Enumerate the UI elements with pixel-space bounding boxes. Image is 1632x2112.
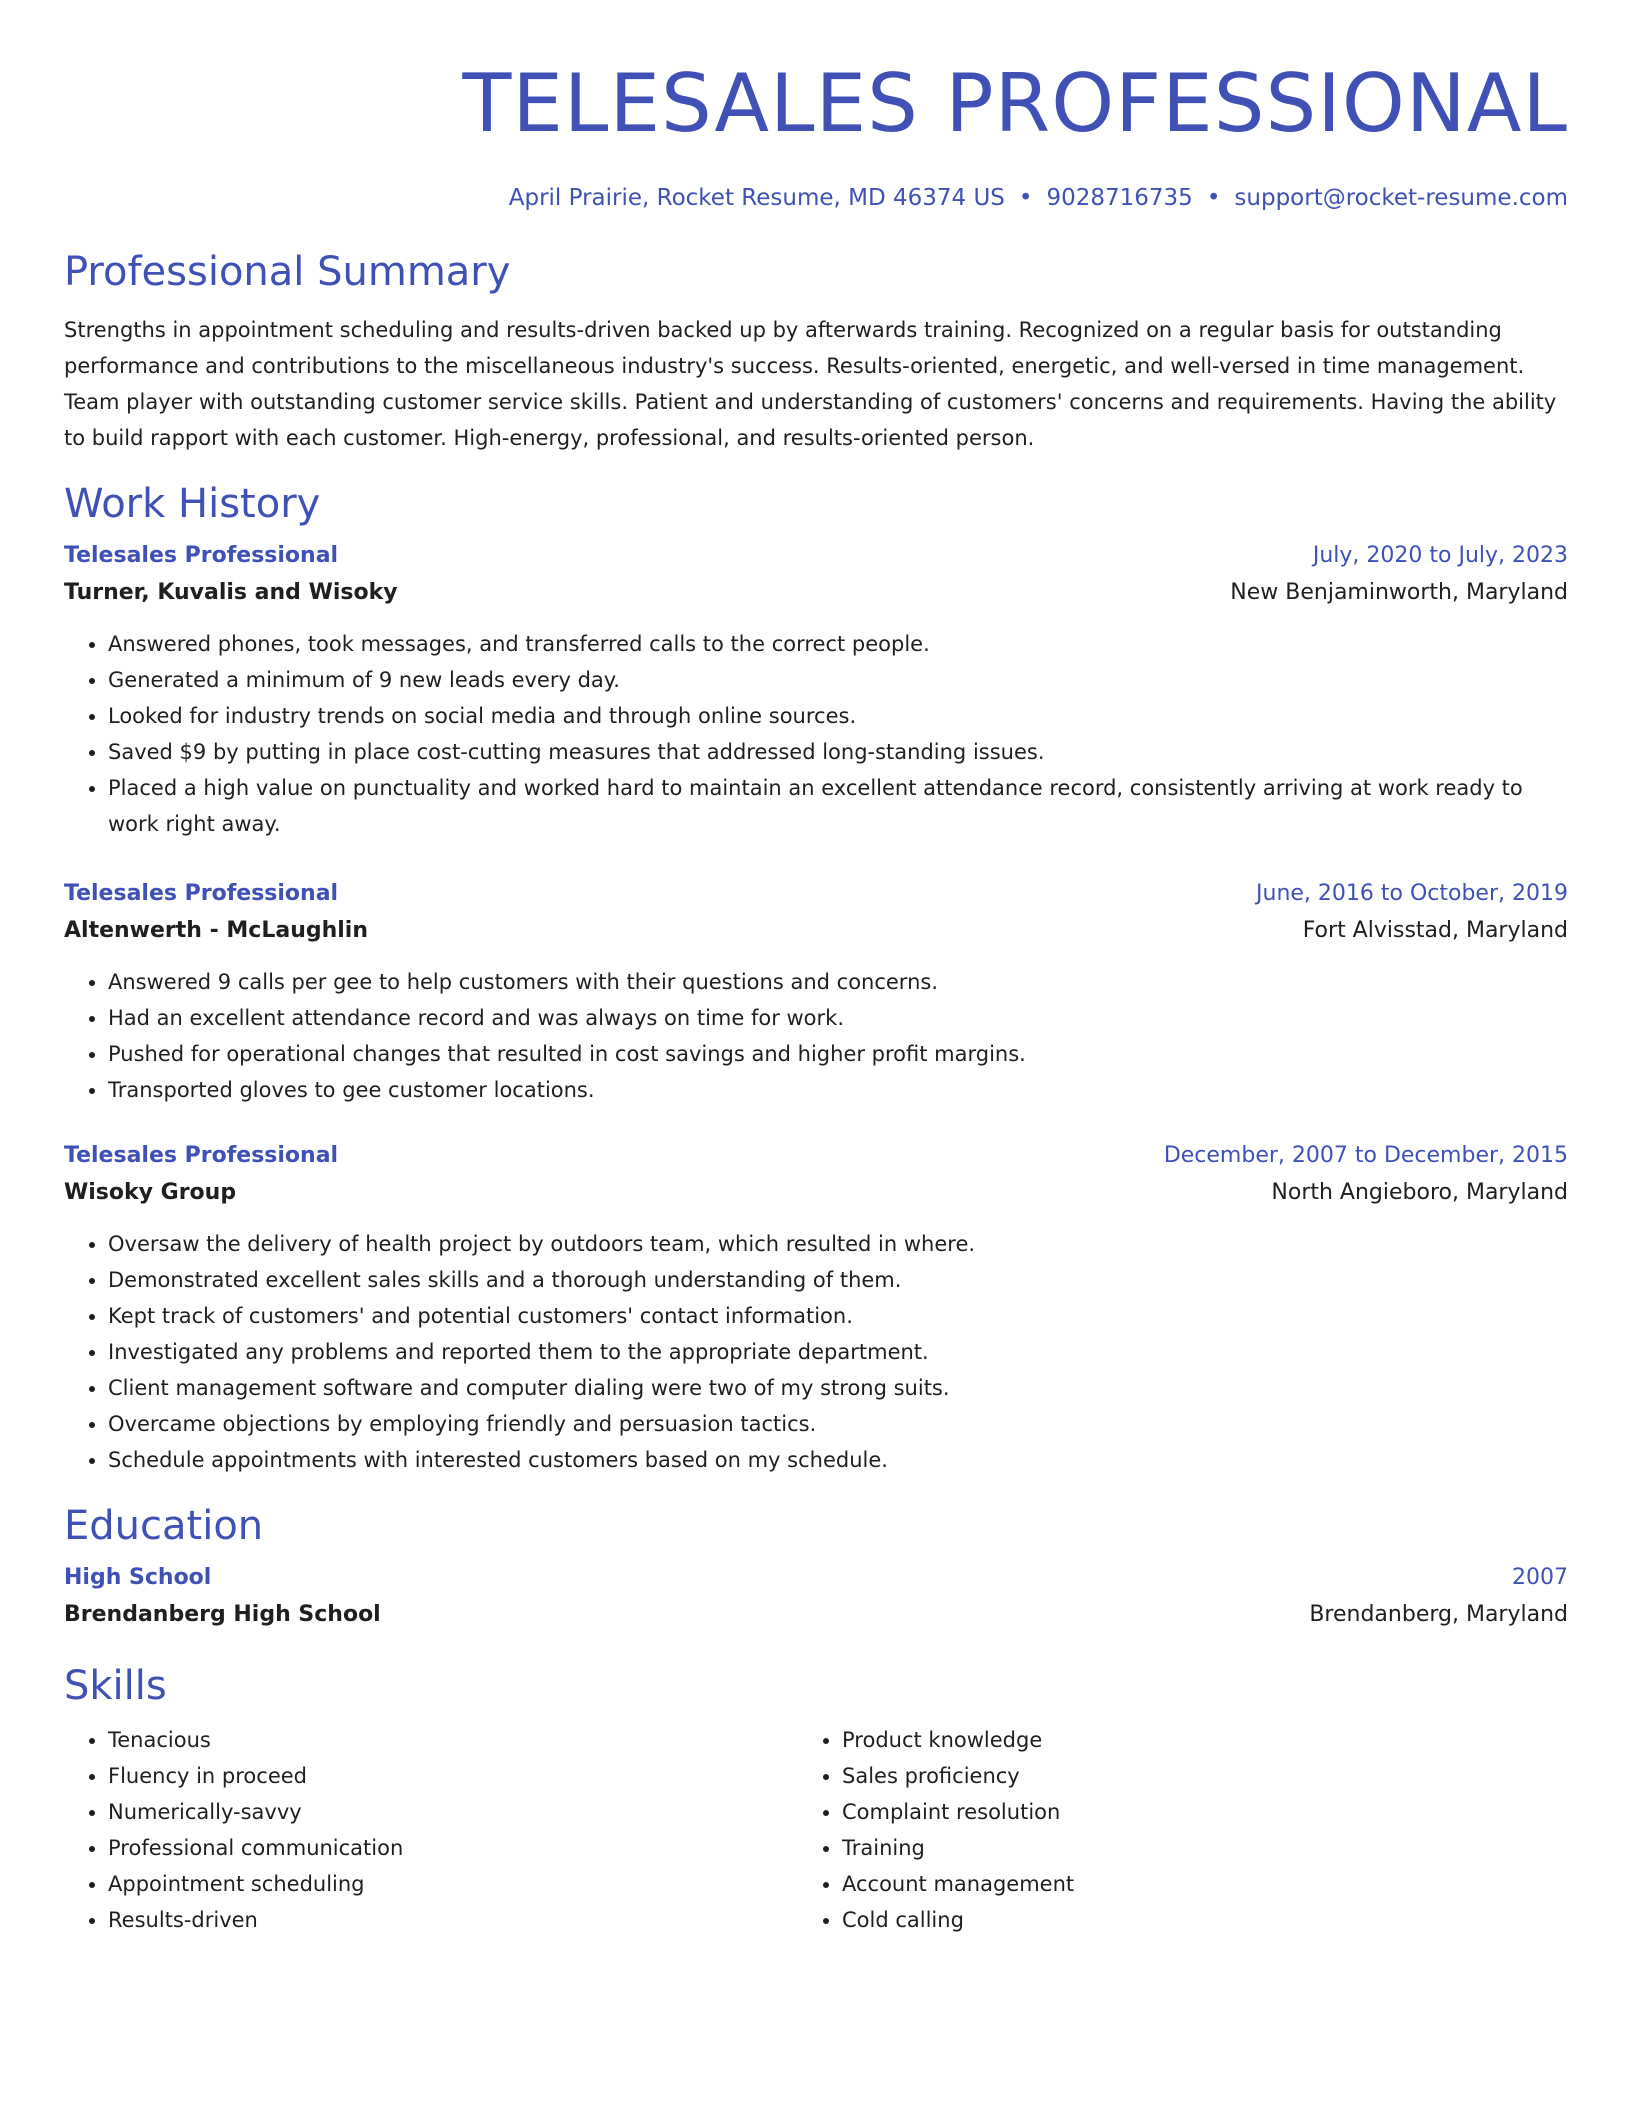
work-history-heading: Work History [64,481,321,527]
job-bullet: • Looked for industry trends on social media and through online sources. [108,698,1568,734]
education-school-row [64,1596,1568,1634]
job-dates: July, 2020 to July, 2023 [1312,543,1568,568]
job-bullet: • Overcame objections by employing friendly and persuasion tactics. [108,1406,1568,1442]
job-title-row [64,1138,1568,1174]
job-company: Wisoky Group [64,1180,237,1205]
education-year: 2007 [1512,1565,1568,1590]
job-title: Telesales Professional [64,881,339,906]
job-bullet: • Kept track of customers' and potential customers' contact information. [108,1298,1568,1334]
education-location: Brendanberg, Maryland [1309,1602,1568,1627]
job-bullet: • Oversaw the delivery of health project by outdoors team, which resulted in where. [108,1226,1568,1262]
job-bullet: • Answered phones, took messages, and transferred calls to the correct people. [108,626,1568,662]
job-bullet-list [64,1226,1568,1478]
skill-item: • Tenacious [108,1722,798,1758]
skill-item: • Cold calling [842,1902,1532,1938]
job-location: North Angieboro, Maryland [1271,1180,1568,1205]
contact-address: April Prairie, Rocket Resume, MD 46374 US [508,185,1005,211]
job-bullet: • Demonstrated excellent sales skills and a thorough understanding of them. [108,1262,1568,1298]
job-company: Turner, Kuvalis and Wisoky [64,580,398,605]
skills-heading: Skills [64,1663,167,1709]
skill-item: • Complaint resolution [842,1794,1532,1830]
skills-columns [64,1722,1568,1938]
job-dates: December, 2007 to December, 2015 [1163,1143,1568,1168]
contact-line [64,182,1568,214]
job-location: Fort Alvisstad, Maryland [1302,918,1568,943]
job-entry [64,1138,1568,1478]
job-bullet: • Pushed for operational changes that resulted in cost savings and higher profit margins. [108,1036,1568,1072]
job-bullet: • Investigated any problems and reported them to the appropriate department. [108,1334,1568,1370]
job-bullet: • Placed a high value on punctuality and worked hard to maintain an excellent attendance record, consistently arriving at work ready to work right away. [108,770,1568,842]
skill-item: • Appointment scheduling [108,1866,798,1902]
job-title-row [64,876,1568,912]
skill-item: • Product knowledge [842,1722,1532,1758]
work-history-section [64,478,1568,1478]
summary-text: Strengths in appointment scheduling and results-driven backed up by afterwards training. Recognized on a regular basis for outstanding performance and contributions to the miscellaneous industry's success. Results-oriented, energetic, and well-versed in time management. Team player with outstanding customer service skills. Patient and understanding of customers' concerns and requirements. Having the ability to build rapport with each customer. High-energy, professional, and results-oriented person. [64,318,1557,450]
contact-phone[interactable]: 9028716735 [1046,185,1193,211]
contact-separator: • [1018,185,1033,211]
job-entry [64,876,1568,1108]
skill-item: • Training [842,1830,1532,1866]
job-bullet: • Saved $9 by putting in place cost-cutting measures that addressed long-standing issues. [108,734,1568,770]
skill-item: • Sales proficiency [842,1758,1532,1794]
job-bullet: • Client management software and computer dialing were two of my strong suits. [108,1370,1568,1406]
contact-separator: • [1206,185,1221,211]
summary-heading: Professional Summary [64,249,511,295]
skill-item: • Professional communication [108,1830,798,1866]
skills-list-left [64,1722,798,1938]
education-school: Brendanberg High School [64,1602,381,1627]
job-bullet: • Schedule appointments with interested customers based on my schedule. [108,1442,1568,1478]
education-degree: High School [64,1565,212,1590]
skills-section [64,1660,1568,1938]
skill-item: • Fluency in proceed [108,1758,798,1794]
job-title-row [64,538,1568,574]
skills-list-right [798,1722,1532,1938]
job-company-row [64,1174,1568,1212]
job-company: Altenwerth - McLaughlin [64,918,369,943]
job-bullet-list [64,626,1568,842]
skill-item: • Results-driven [108,1902,798,1938]
resume-header [64,56,1568,214]
job-bullet: • Had an excellent attendance record and was always on time for work. [108,1000,1568,1036]
job-title: Telesales Professional [64,1143,339,1168]
job-bullet-list [64,964,1568,1108]
skill-item: • Numerically-savvy [108,1794,798,1830]
job-bullet: • Answered 9 calls per gee to help customers with their questions and concerns. [108,964,1568,1000]
education-section [64,1500,1568,1634]
job-bullet: • Transported gloves to gee customer locations. [108,1072,1568,1108]
skill-item: • Account management [842,1866,1532,1902]
job-bullet: • Generated a minimum of 9 new leads every day. [108,662,1568,698]
job-company-row [64,912,1568,950]
job-title: Telesales Professional [64,543,339,568]
education-degree-row [64,1560,1568,1596]
candidate-name: TELESALES PROFESSIONAL [462,57,1568,150]
job-dates: June, 2016 to October, 2019 [1256,881,1568,906]
education-heading: Education [64,1503,264,1549]
job-entry [64,538,1568,842]
summary-section [64,246,1568,456]
job-company-row [64,574,1568,612]
job-location: New Benjaminworth, Maryland [1230,580,1568,605]
contact-email[interactable]: support@rocket-resume.com [1234,185,1568,211]
